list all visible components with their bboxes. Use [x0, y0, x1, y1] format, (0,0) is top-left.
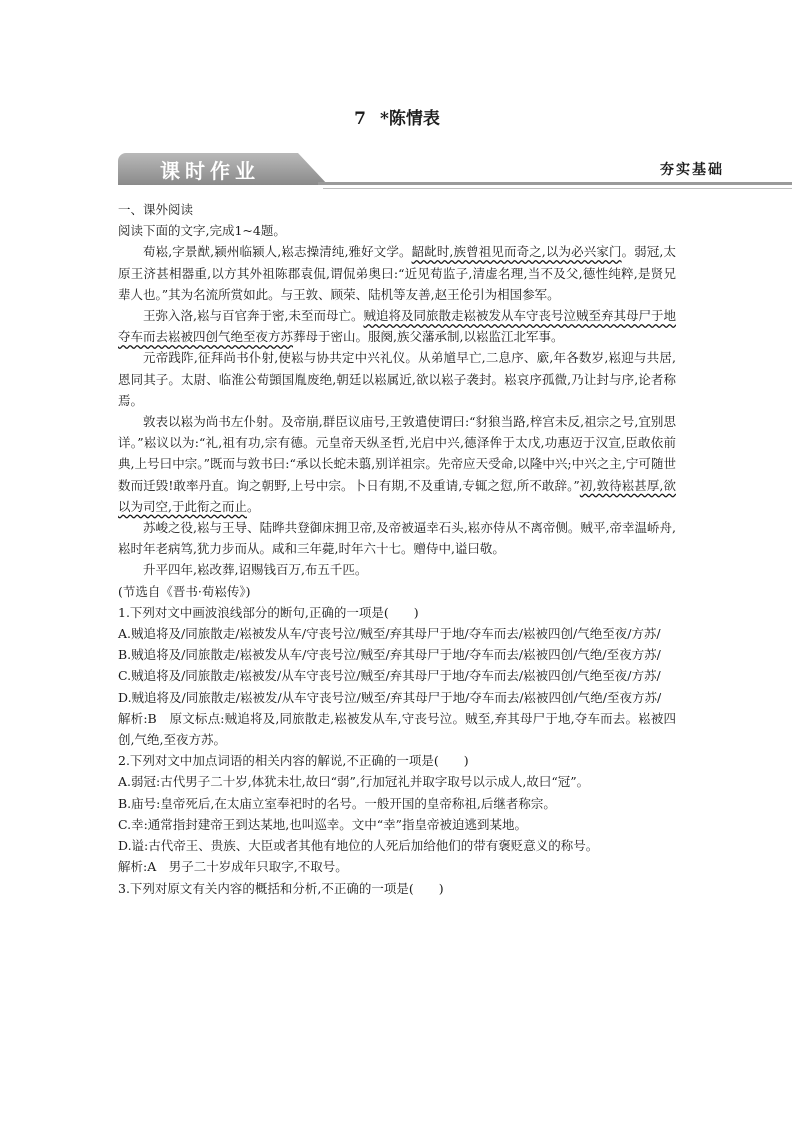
question-2-option-a: A.弱冠:古代男子二十岁,体犹未壮,故曰“弱”,行加冠礼并取字取号以示成人,故曰“冠”。 [118, 774, 590, 790]
question-1-stem: 1.下列对文中画波浪线部分的断句,正确的一项是( ) [118, 604, 419, 620]
question-2-analysis: 解析:A 男子二十岁成年只取字,不取号。 [118, 859, 348, 875]
banner-subtitle: 夯实基础 [660, 162, 724, 178]
wavy-underline-text: 贼追将及同旅散走崧被发从车守丧号泣贼至弃其母尸于地夺车而去崧被四创气绝至夜方苏 [118, 308, 676, 345]
question-1-option-b: B.贼追将及/同旅散走/崧被发从车/守丧号泣/贼至/弃其母尸于地/夺车而去/崧被四创/气绝/至夜方苏/ [118, 647, 661, 663]
passage-paragraph-3: 元帝践阼,征拜尚书仆射,使崧与协共定中兴礼仪。从弟馗早亡,二息序、廞,年各数岁,崧迎与共居,恩同其子。太尉、临淮公荀顗国胤废绝,朝廷以崧属近,欲以崧子袭封。崧哀序孤微,乃让封与序,论者称焉。 [118, 350, 676, 408]
section-banner [118, 153, 792, 185]
banner-label: 课时作业 [160, 159, 260, 183]
question-1-option-d: D.贼追将及/同旅散走/崧被发/从车守丧号泣/贼至/弃其母尸于地/夺车而去/崧被四创/气绝/至夜方苏/ [118, 689, 662, 705]
instruction: 阅读下面的文字,完成1~4题。 [118, 223, 286, 239]
lesson-title: *陈情表 [379, 109, 440, 129]
question-1-option-a: A.贼追将及/同旅散走/崧被发从车/守丧号泣/贼至/弃其母尸于地/夺车而去/崧被四创/气绝至夜/方苏/ [118, 626, 661, 642]
passage-paragraph-5: 苏峻之役,崧与王导、陆晔共登御床拥卫帝,及帝被逼幸石头,崧亦侍从不离帝侧。贼平,帝幸温峤舟,崧时年老病笃,犹力步而从。咸和三年薨,时年六十七。赠侍中,谥曰敬。 [118, 520, 676, 557]
passage-source: (节选自《晋书·荀崧传》) [118, 583, 251, 599]
wavy-underline-text: 龆龀时,族曾祖见而奇之,以为必兴家门 [411, 244, 622, 260]
question-1-analysis: 解析:B 原文标点:贼追将及,同旅散走,崧被发从车,守丧号泣。贼至,弃其母尸于地,夺车而去。崧被四创,气绝,至夜方苏。 [118, 710, 676, 748]
lesson-number: 7 [354, 109, 366, 129]
passage-paragraph-6: 升平四年,崧改葬,诏赐钱百万,布五千匹。 [143, 562, 368, 578]
question-1-option-c: C.贼追将及/同旅散走/崧被发/从车守丧号泣/贼至/弃其母尸于地/夺车而去/崧被四创/气绝至夜/方苏/ [118, 668, 661, 684]
passage-paragraph-1: 荀崧,字景猷,颍州临颍人,崧志操清纯,雅好文学。龆龀时,族曾祖见而奇之,以为必兴家门。弱冠,太原王济甚相器重,以方其外祖陈郡袁侃,谓侃弟奥曰:“近见荀监子,清虚名理,当不及父,德性纯粹,是贤兄辈人也。”其为名流所赏如此。与王敦、顾荣、陆机等友善,赵王伦引为相国参军。 [118, 244, 676, 302]
question-2-option-b: B.庙号:皇帝死后,在太庙立室奉祀时的名号。一般开国的皇帝称祖,后继者称宗。 [118, 795, 556, 811]
section-heading: 一、课外阅读 [118, 202, 194, 217]
banner-rule-thin [323, 188, 792, 189]
question-3-stem: 3.下列对原文有关内容的概括和分析,不正确的一项是( ) [118, 880, 444, 896]
passage-paragraph-2: 王弥入洛,崧与百官奔于密,未至而母亡。贼追将及同旅散走崧被发从车守丧号泣贼至弃其母尸于地夺车而去崧被四创气绝至夜方苏葬母于密山。服阕,族父藩承制,以崧监江北军事。 [118, 308, 676, 345]
wavy-underline-text: 初,敦待崧甚厚,欲以为司空,于此衔之而止 [118, 477, 676, 514]
banner-rule [318, 182, 792, 185]
question-2-stem: 2.下列对文中加点词语的相关内容的解说,不正确的一项是( ) [118, 753, 469, 769]
question-2-option-d: D.谥:古代帝王、贵族、大臣或者其他有地位的人死后加给他们的带有褒贬意义的称号。 [118, 838, 599, 854]
passage-paragraph-4: 敦表以崧为尚书左仆射。及帝崩,群臣议庙号,王敦遣使谓曰:“豺狼当路,梓宫未反,祖宗之号,宜别思详。”崧议以为:“礼,祖有功,宗有德。元皇帝天纵圣哲,光启中兴,德泽侔于太戊,功惠迈于汉宣,臣敢依前典,上号曰中宗。”既而与敦书曰:“承以长蛇未翦,别详祖宗。先帝应天受命,以隆中兴;中兴之主,宁可随世数而迁毁!敢率丹直。询之朝野,上号中宗。卜日有期,不及重请,专辄之愆,所不敢辞。”初,敦待崧甚厚,欲以为司空,于此衔之而止。 [118, 414, 676, 514]
document-body [118, 199, 676, 899]
question-2-option-c: C.幸:通常指封建帝王到达某地,也叫巡幸。文中“幸”指皇帝被迫逃到某地。 [118, 816, 528, 832]
page-title [0, 104, 794, 129]
